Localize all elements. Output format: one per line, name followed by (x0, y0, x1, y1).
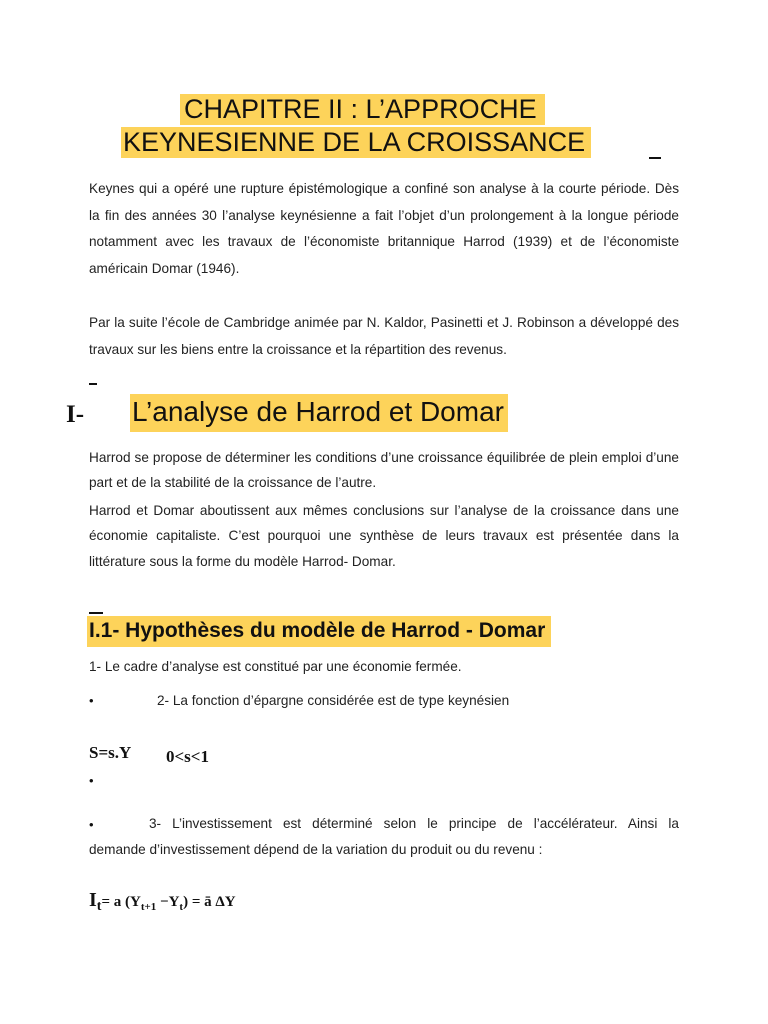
bullet-2: • (89, 773, 94, 788)
title-trailing-underline (649, 157, 661, 159)
hypothesis-item-3-line1: 3- L’investissement est déterminé selon le principe de l’accélérateur. Ainsi la (149, 816, 679, 831)
formula-investment-close: ) = (183, 894, 205, 910)
formula-investment-sub-t2: t (179, 901, 184, 913)
formula-investment-eq: = a (Y (101, 894, 141, 910)
intro-paragraph-2: Par la suite l’école de Cambridge animée par N. Kaldor, Pasinetti et J. Robinson a développé des travaux sur les biens entre la croissance et la répartition des revenus. (89, 315, 679, 357)
intro-paragraph-1: Keynes qui a opéré une rupture épistémologique a confiné son analyse à la courte période. Dès la fin des années 30 l’analyse keynésienne a fait l’objet d’un prolongement à la longue période notamment avec les travaux de l’économiste britannique Harrod (1939) et de l’économiste américain Domar (1946). (89, 181, 679, 276)
bullet-1: • (89, 693, 94, 708)
section-paragraph-1: Harrod se propose de déterminer les conditions d’une croissance équilibrée de plein emploi d’une part et de la stabilité de la croissance de l’autre. (89, 450, 679, 491)
chapter-title-line1: CHAPITRE II : L’APPROCHE (180, 94, 545, 125)
hypothesis-item-2: 2- La fonction d’épargne considérée est de type keynésien (157, 693, 510, 708)
hypothesis-item-1: 1- Le cadre d’analyse est constitué par une économie fermée. (89, 659, 462, 674)
formula-investment-delta: ΔY (211, 894, 236, 910)
formula-investment (89, 889, 236, 915)
formula-savings-condition: 0<s<1 (166, 747, 209, 766)
chapter-title-line2: KEYNESIENNE DE LA CROISSANCE (121, 127, 591, 158)
bullet-3: • (89, 817, 94, 832)
formula-investment-minus: −Y (156, 894, 180, 910)
formula-savings: S=s.Y (89, 743, 132, 762)
section-title: L’analyse de Harrod et Domar (130, 394, 508, 432)
formula-investment-abar: ā (204, 894, 212, 910)
section-paragraph-2: Harrod et Domar aboutissent aux mêmes conclusions sur l’analyse de la croissance dans une économie capitaliste. C’est pourquoi une synthèse de leurs travaux est présentée dans la littérature sous la forme du modèle Harrod- Domar. (89, 503, 679, 569)
section-marker-dash (89, 383, 97, 385)
subsection-title: I.1- Hypothèses du modèle de Harrod - Domar (87, 616, 551, 647)
section-number: I- (66, 401, 85, 428)
formula-investment-sub-t1: t+1 (140, 901, 157, 913)
subsection-marker-dash (89, 612, 103, 614)
formula-investment-I: I (89, 889, 97, 911)
formula-investment-sub-t: t (96, 899, 102, 914)
hypothesis-item-3-line2: demande d’investissement dépend de la variation du produit ou du revenu : (89, 842, 543, 857)
